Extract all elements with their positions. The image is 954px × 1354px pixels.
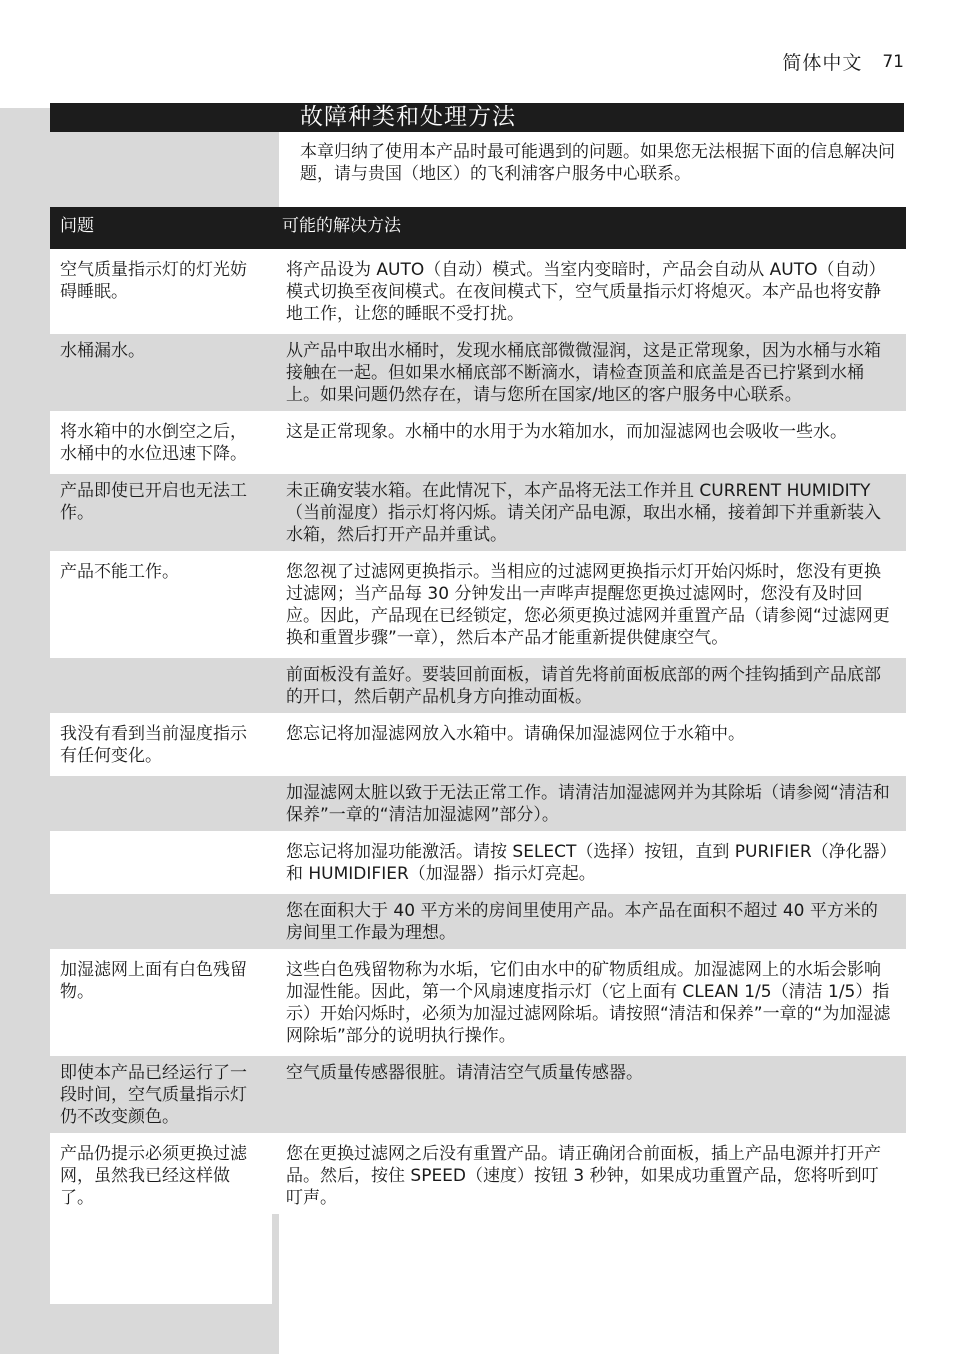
margin-band — [0, 108, 50, 1354]
table-row — [50, 472, 906, 553]
solution-cell: 将产品设为 AUTO（自动）模式。当室内变暗时，产品会自动从 AUTO（自动）模式切换至夜间模式。在夜间模式下，空气质量指示灯将熄灭。本产品也将安静地工作，让您的睡眠不受打扰。 — [272, 251, 906, 332]
table-row — [50, 833, 906, 892]
solution-cell: 加湿滤网太脏以致于无法正常工作。请清洁加湿滤网并为其除垢（请参阅“清洁和保养”一章的“清洁加湿滤网”部分）。 — [272, 774, 906, 833]
solution-cell: 您在更换过滤网之后没有重置产品。请正确闭合前面板，插上产品电源并打开产品。然后，按住 SPEED（速度）按钮 3 秒钟，如果成功重置产品，您将听到叮叮声。 — [272, 1135, 906, 1214]
problem-cell: 产品即使已开启也无法工作。 — [50, 472, 272, 553]
problem-cell — [50, 892, 272, 951]
table-header-row — [50, 207, 906, 251]
problem-cell: 产品不能工作。 — [50, 553, 272, 656]
problem-cell — [50, 833, 272, 892]
header-problem: 问题 — [50, 207, 272, 251]
table-row — [50, 1054, 906, 1135]
table-row — [50, 1135, 906, 1214]
problem-cell — [50, 656, 272, 715]
problem-cell: 将水箱中的水倒空之后，水桶中的水位迅速下降。 — [50, 413, 272, 472]
problem-cell: 空气质量指示灯的灯光妨碍睡眠。 — [50, 251, 272, 332]
solution-cell: 您忘记将加湿功能激活。请按 SELECT（选择）按钮，直到 PURIFIER（净化器）和 HUMIDIFIER（加湿器）指示灯亮起。 — [272, 833, 906, 892]
language-label: 简体中文 — [782, 52, 863, 74]
problem-cell: 我没有看到当前湿度指示有任何变化。 — [50, 715, 272, 774]
table-row — [50, 656, 906, 715]
footer-band — [0, 1304, 272, 1354]
table-row — [50, 715, 906, 774]
table-row — [50, 332, 906, 413]
solution-cell: 您忘记将加湿滤网放入水箱中。请确保加湿滤网位于水箱中。 — [272, 715, 906, 774]
table-row — [50, 413, 906, 472]
page-header — [782, 48, 904, 75]
solution-cell: 未正确安装水箱。在此情况下，本产品将无法工作并且 CURRENT HUMIDITY（当前湿度）指示灯将闪烁。请关闭产品电源，取出水桶，接着卸下并重新装入水箱，然后打开产品并重试。 — [272, 472, 906, 553]
section-intro: 本章归纳了使用本产品时最可能遇到的问题。如果您无法根据下面的信息解决问题，请与贵国（地区）的飞利浦客户服务中心联系。 — [300, 142, 895, 184]
problem-cell: 产品仍提示必须更换过滤网，虽然我已经这样做了。 — [50, 1135, 272, 1214]
solution-cell: 这是正常现象。水桶中的水用于为水箱加水，而加湿滤网也会吸收一些水。 — [272, 413, 906, 472]
solution-cell: 您在面积大于 40 平方米的房间里使用产品。本产品在面积不超过 40 平方米的房间里工作最为理想。 — [272, 892, 906, 951]
problem-cell: 水桶漏水。 — [50, 332, 272, 413]
table-row — [50, 251, 906, 332]
solution-cell: 这些白色残留物称为水垢，它们由水中的矿物质组成。加湿滤网上的水垢会影响加湿性能。因此，第一个风扇速度指示灯（它上面有 CLEAN 1/5（清洁 1/5）指示）开始闪烁时，必须为加湿过滤网除垢。请按照“清洁和保养”一章的“为加湿滤网除垢”部分的说明执行操作。 — [272, 951, 906, 1054]
problem-cell: 加湿滤网上面有白色残留物。 — [50, 951, 272, 1054]
problem-cell: 即使本产品已经运行了一段时间，空气质量指示灯仍不改变颜色。 — [50, 1054, 272, 1135]
header-solution: 可能的解决方法 — [272, 207, 906, 251]
page-number: 71 — [882, 51, 904, 72]
section-title: 故障种类和处理方法 — [300, 104, 516, 130]
table-row — [50, 951, 906, 1054]
problem-cell — [50, 774, 272, 833]
table-row — [50, 774, 906, 833]
solution-cell: 从产品中取出水桶时，发现水桶底部微微湿润，这是正常现象，因为水桶与水箱接触在一起。但如果水桶底部不断滴水，请检查顶盖和底盖是否已拧紧到水桶上。如果问题仍然存在，请与您所在国家/地区的客户服务中心联系。 — [272, 332, 906, 413]
intro-band — [50, 132, 272, 207]
solution-cell: 您忽视了过滤网更换指示。当相应的过滤网更换指示灯开始闪烁时，您没有更换过滤网；当产品每 30 分钟发出一声哔声提醒您更换过滤网时，您没有及时回应。因此，产品现在已经锁定，您必须更换过滤网并重置产品（请参阅“过滤网更换和重置步骤”一章），然后本产品才能重新提供健康空气。 — [272, 553, 906, 656]
troubleshooting-table — [50, 207, 906, 1214]
table-row — [50, 892, 906, 951]
solution-cell: 空气质量传感器很脏。请清洁空气质量传感器。 — [272, 1054, 906, 1135]
solution-cell: 前面板没有盖好。要装回前面板，请首先将前面板底部的两个挂钩插到产品底部的开口，然后朝产品机身方向推动面板。 — [272, 656, 906, 715]
table-row — [50, 553, 906, 656]
